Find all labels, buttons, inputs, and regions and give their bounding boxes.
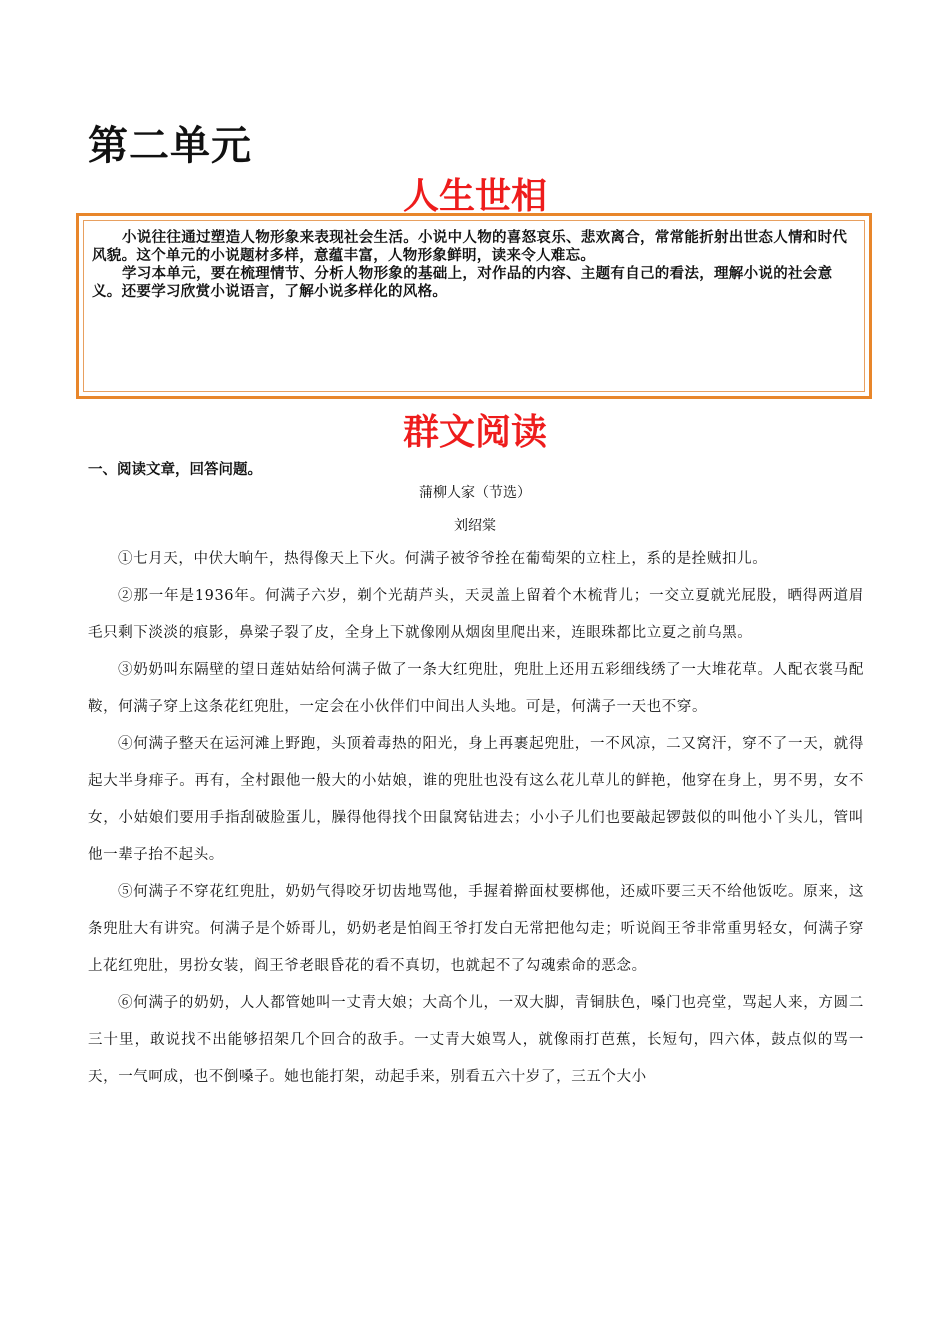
article-author: 刘绍棠 [454,518,496,534]
article-paragraph-1: ①七月天，中伏大晌午，热得像天上下火。何满子被爷爷拴在葡萄架的立柱上，系的是拴贼扣儿。 [118,551,768,567]
article-title: 蒲柳人家（节选） [419,485,531,501]
article-paragraph-4: ④何满子整天在运河滩上野跑，头顶着毒热的阳光，身上再裹起兜肚，一不风凉，二又窝汗，穿不了一天，就得起大半身痱子。再有，全村跟他一般大的小姑娘，谁的兜肚也没有这么花儿草儿的鲜艳，他穿在身上，男不男，女不女，小姑娘们要用手指刮破脸蛋儿，臊得他得找个田鼠窝钻进去；小小子儿们也要敲起锣鼓似的叫他小丫头儿，管叫他一辈子抬不起头。 [88,736,864,863]
article-paragraph-5: ⑤何满子不穿花红兜肚，奶奶气得咬牙切齿地骂他，手握着擀面杖要梆他，还威吓要三天不给他饭吃。原来，这条兜肚大有讲究。何满子是个娇哥儿，奶奶老是怕阎王爷打发白无常把他勾走；听说阎王爷非常重男轻女，何满子穿上花红兜肚，男扮女装，阎王爷老眼昏花的看不真切，也就起不了勾魂索命的恶念。 [88,884,864,974]
article-paragraph-6: ⑥何满子的奶奶，人人都管她叫一丈青大娘；大高个儿，一双大脚，青铜肤色，嗓门也亮堂，骂起人来，方圆二三十里，敢说找不出能够招架几个回合的敌手。一丈青大娘骂人，就像雨打芭蕉，长短句，四六体，鼓点似的骂一天，一气呵成，也不倒嗓子。她也能打架，动起手来，别看五六十岁了，三五个大小 [88,995,864,1085]
question-prompt: 一、阅读文章，回答问题。 [88,462,262,478]
intro-paragraph-1: 小说往往通过塑造人物形象来表现社会生活。小说中人物的喜怒哀乐、悲欢离合，常常能折射出世态人情和时代风貌。这个单元的小说题材多样，意蕴丰富，人物形象鲜明，读来令人难忘。 [92,230,848,264]
intro-paragraph-2: 学习本单元，要在梳理情节、分析人物形象的基础上，对作品的内容、主题有自己的看法，理解小说的社会意义。还要学习欣赏小说语言，了解小说多样化的风格。 [92,266,833,300]
article-body [88,541,864,1096]
unit-title: 第二单元 [88,122,252,169]
theme-title: 人生世相 [402,176,547,217]
article-paragraph-3: ③奶奶叫东隔壁的望日莲姑姑给何满子做了一条大红兜肚，兜肚上还用五彩细线绣了一大堆花草。人配衣裳马配鞍，何满子穿上这条花红兜肚，一定会在小伙伴们中间出人头地。可是，何满子一天也不穿。 [88,662,864,715]
reading-section-title: 群文阅读 [402,412,547,453]
intro-box [76,213,872,399]
intro-box-inner [83,220,865,392]
article-paragraph-2: ②那一年是1936年。何满子六岁，剃个光葫芦头，天灵盖上留着个木梳背儿；一交立夏就光屁股，晒得两道眉毛只剩下淡淡的痕影，鼻梁子裂了皮，全身上下就像刚从烟囱里爬出来，连眼珠都比立夏之前乌黑。 [88,588,864,641]
